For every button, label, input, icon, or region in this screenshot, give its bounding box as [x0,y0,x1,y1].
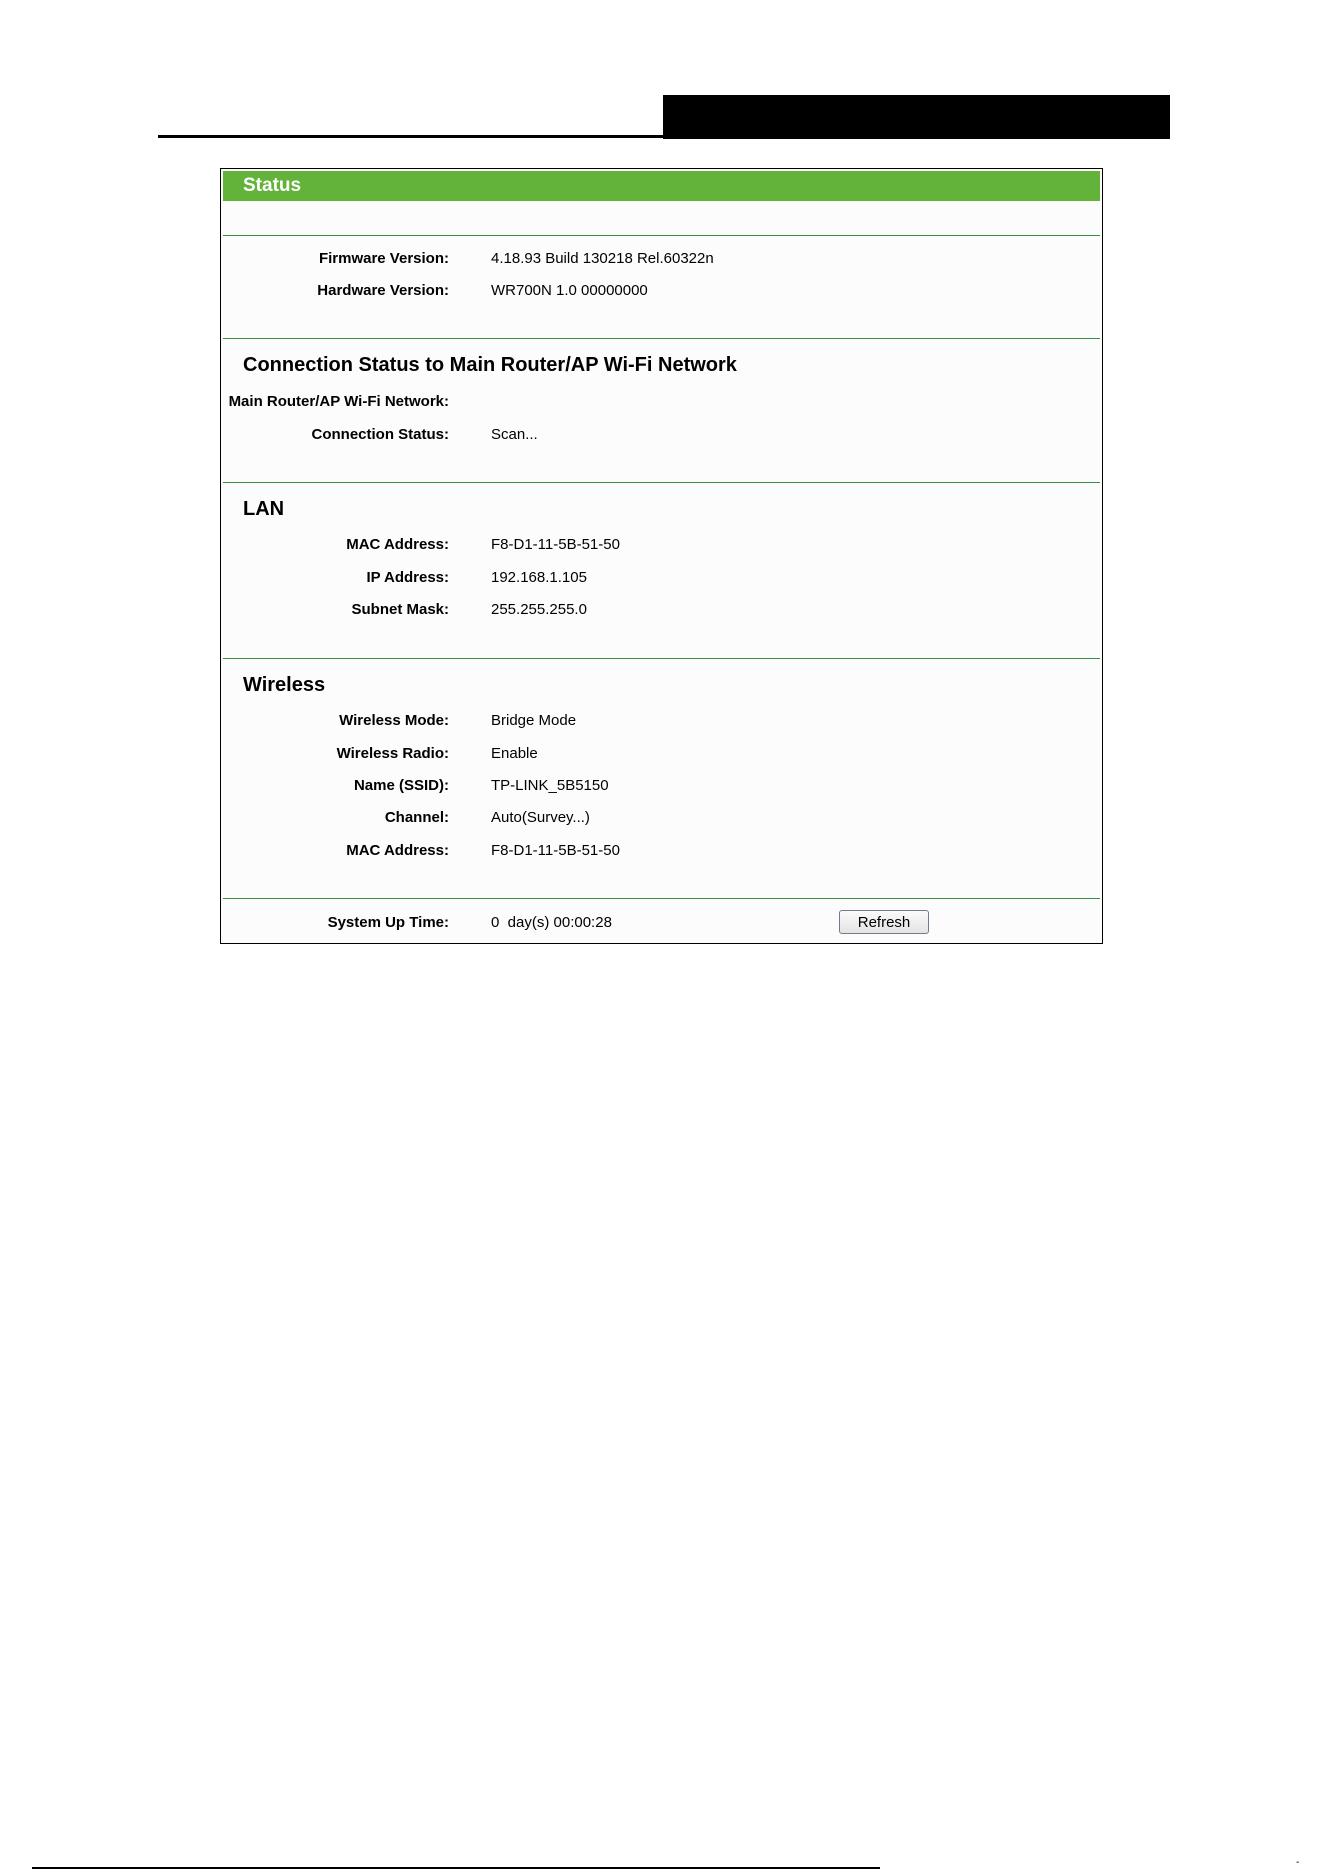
wireless-section-title: Wireless [243,674,326,696]
lan-ip-row [221,567,1102,589]
page-footer-rule [32,1867,880,1869]
lan-section-title: LAN [243,498,285,520]
panel-title: Status [223,171,1100,201]
firmware-version-label: Firmware Version: [318,250,449,267]
connection-status-value: Scan... [491,426,538,443]
wireless-channel-value: Auto(Survey...) [491,809,590,826]
lan-ip-value: 192.168.1.105 [491,569,587,586]
lan-mac-label: MAC Address: [346,536,449,553]
section-divider [223,658,1100,659]
hardware-version-row [221,280,1102,302]
connection-status-label: Connection Status: [311,426,449,443]
lan-subnet-label: Subnet Mask: [351,601,449,618]
system-uptime-label: System Up Time: [327,914,449,931]
system-uptime-row [221,912,1102,934]
wireless-mode-row [221,710,1102,732]
wireless-ssid-value: TP-LINK_5B5150 [491,777,609,794]
lan-mac-row [221,534,1102,556]
wireless-mac-row [221,840,1102,862]
connection-section-title: Connection Status to Main Router/AP Wi-Fi Network [243,354,737,376]
system-uptime-value: 0 day(s) 00:00:28 [491,914,612,931]
wireless-channel-row [221,807,1102,829]
section-divider [223,235,1100,236]
wireless-channel-label: Channel: [384,809,449,826]
section-divider [223,898,1100,899]
lan-subnet-row [221,599,1102,621]
section-divider [223,482,1100,483]
wireless-mode-value: Bridge Mode [491,712,577,729]
wireless-mac-value: F8-D1-11-5B-51-50 [491,842,620,859]
main-router-network-label: Main Router/AP Wi-Fi Network: [228,393,449,410]
lan-ip-label: IP Address: [366,569,449,586]
page-header-rule [158,135,1170,138]
page-header-black-box [663,95,1170,139]
hardware-version-value: WR700N 1.0 00000000 [491,282,648,299]
wireless-radio-row [221,743,1102,765]
refresh-button[interactable]: Refresh [839,910,929,934]
wireless-radio-label: Wireless Radio: [336,745,449,762]
lan-mac-value: F8-D1-11-5B-51-50 [491,536,620,553]
connection-status-row [221,424,1102,446]
wireless-mac-label: MAC Address: [346,842,449,859]
wireless-radio-value: Enable [491,745,538,762]
wireless-ssid-label: Name (SSID): [353,777,449,794]
wireless-ssid-row [221,775,1102,797]
main-router-network-row [221,391,1102,413]
wireless-mode-label: Wireless Mode: [339,712,449,729]
lan-subnet-value: 255.255.255.0 [491,601,587,618]
hardware-version-label: Hardware Version: [317,282,449,299]
firmware-version-value: 4.18.93 Build 130218 Rel.60322n [491,250,714,267]
firmware-version-row [221,248,1102,270]
status-panel [220,168,1103,944]
section-divider [223,338,1100,339]
page-corner-mark: - [1296,1857,1300,1868]
